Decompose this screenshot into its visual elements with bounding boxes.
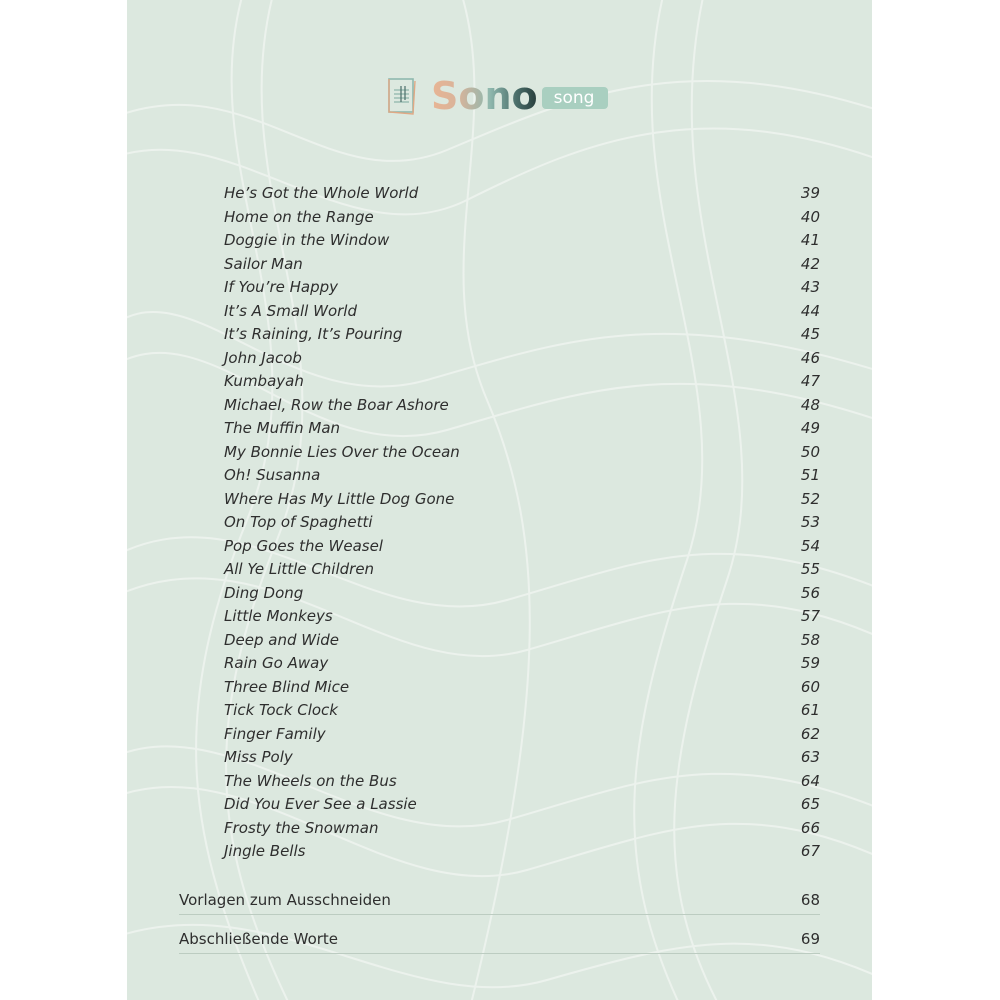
toc-entry	[224, 746, 820, 770]
toc-entry	[224, 605, 820, 629]
toc-entry-title: Oh! Susanna	[224, 466, 321, 484]
toc-entry	[224, 370, 820, 394]
logo-badge: song	[542, 87, 609, 109]
book-page	[127, 0, 872, 1000]
toc-entry-page-number: 52	[800, 489, 820, 508]
toc-entry-title: Doggie in the Window	[224, 231, 390, 249]
toc-entry-title: If You’re Happy	[224, 278, 338, 296]
toc-entry	[224, 770, 820, 794]
section-entry-page-number: 68	[800, 891, 820, 909]
toc-entry	[224, 464, 820, 488]
toc-entry	[224, 511, 820, 535]
toc-entry-page-number: 62	[800, 724, 820, 743]
toc-entry-page-number: 58	[800, 630, 820, 649]
section-entry-page-number: 69	[800, 930, 820, 948]
toc-entry-title: Sailor Man	[224, 254, 303, 273]
section-entry	[179, 888, 820, 915]
toc-entry-page-number: 60	[800, 677, 820, 696]
toc-entry-page-number: 45	[800, 325, 820, 343]
toc-entry-page-number: 66	[800, 818, 820, 837]
toc-entry-title: Kumbayah	[224, 372, 304, 390]
toc-entry	[224, 417, 820, 441]
toc-entry-title: Rain Go Away	[224, 654, 329, 672]
toc-entry-page-number: 46	[800, 348, 820, 367]
toc-entry-page-number: 50	[800, 442, 820, 461]
toc-entry-page-number: 40	[800, 207, 820, 226]
songbook-icon	[387, 76, 417, 116]
logo-wordmark: Sono	[431, 74, 538, 118]
toc-entry-title: Where Has My Little Dog Gone	[224, 489, 455, 508]
toc-entry-page-number: 51	[800, 466, 820, 484]
toc-entry-title: Did You Ever See a Lassie	[224, 795, 417, 813]
toc-entry-title: Frosty the Snowman	[224, 818, 379, 837]
song-list	[224, 182, 820, 864]
toc-entry	[224, 300, 820, 324]
toc-entry	[224, 793, 820, 817]
toc-entry	[224, 817, 820, 841]
toc-entry-title: My Bonnie Lies Over the Ocean	[224, 442, 460, 461]
toc-entry	[224, 676, 820, 700]
toc-entry-title: John Jacob	[224, 348, 302, 367]
brand-logo	[387, 74, 608, 118]
toc-entry-title: Pop Goes the Weasel	[224, 536, 383, 555]
toc-entry	[224, 699, 820, 723]
toc-entry	[224, 276, 820, 300]
toc-entry	[224, 558, 820, 582]
toc-entry-title: Finger Family	[224, 724, 326, 743]
toc-entry-page-number: 57	[800, 607, 820, 625]
toc-entry	[224, 488, 820, 512]
toc-entry-page-number: 55	[800, 560, 820, 578]
toc-entry-page-number: 61	[800, 701, 820, 719]
toc-entry	[224, 652, 820, 676]
toc-entry-title: Little Monkeys	[224, 607, 333, 625]
toc-entry	[224, 441, 820, 465]
toc-entry-title: The Wheels on the Bus	[224, 771, 397, 790]
toc-entry-title: Michael, Row the Boar Ashore	[224, 395, 449, 414]
toc-entry	[224, 629, 820, 653]
toc-entry-title: It’s Raining, It’s Pouring	[224, 325, 403, 343]
toc-entry	[224, 323, 820, 347]
section-list	[179, 888, 820, 966]
toc-entry	[224, 840, 820, 864]
toc-entry-title: All Ye Little Children	[224, 560, 375, 578]
toc-entry-title: Miss Poly	[224, 748, 293, 766]
toc-entry	[224, 394, 820, 418]
toc-entry-page-number: 53	[800, 513, 820, 531]
toc-entry-title: It’s A Small World	[224, 301, 357, 320]
toc-entry-page-number: 63	[800, 748, 820, 766]
toc-entry-page-number: 56	[800, 583, 820, 602]
toc-entry-page-number: 65	[800, 795, 820, 813]
toc-entry	[224, 347, 820, 371]
toc-entry	[224, 723, 820, 747]
toc-entry-page-number: 49	[800, 419, 820, 437]
toc-entry-page-number: 67	[800, 842, 820, 860]
toc-entry-page-number: 64	[800, 771, 820, 790]
toc-entry	[224, 582, 820, 606]
toc-entry-page-number: 41	[800, 231, 820, 249]
section-entry-title: Abschließende Worte	[179, 930, 339, 948]
toc-entry-title: Deep and Wide	[224, 630, 340, 649]
toc-entry-page-number: 39	[800, 184, 820, 202]
toc-entry-page-number: 54	[800, 536, 820, 555]
toc-entry-page-number: 44	[800, 301, 820, 320]
toc-entry-title: Three Blind Mice	[224, 677, 350, 696]
toc-entry-title: Jingle Bells	[224, 842, 306, 860]
toc-entry-title: He’s Got the Whole World	[224, 184, 419, 202]
toc-entry-title: Home on the Range	[224, 207, 374, 226]
section-entry-title: Vorlagen zum Ausschneiden	[179, 891, 391, 909]
section-entry	[179, 927, 820, 954]
toc-entry-page-number: 47	[800, 372, 820, 390]
toc-entry-page-number: 59	[800, 654, 820, 672]
toc-entry	[224, 535, 820, 559]
toc-entry	[224, 182, 820, 206]
toc-entry-page-number: 48	[800, 395, 820, 414]
toc-entry-title: On Top of Spaghetti	[224, 513, 373, 531]
toc-entry-title: The Muffin Man	[224, 419, 341, 437]
toc-entry-page-number: 43	[800, 278, 820, 296]
toc-entry	[224, 253, 820, 277]
toc-entry	[224, 229, 820, 253]
toc-entry-title: Tick Tock Clock	[224, 701, 338, 719]
toc-entry	[224, 206, 820, 230]
toc-entry-page-number: 42	[800, 254, 820, 273]
toc-entry-title: Ding Dong	[224, 583, 304, 602]
